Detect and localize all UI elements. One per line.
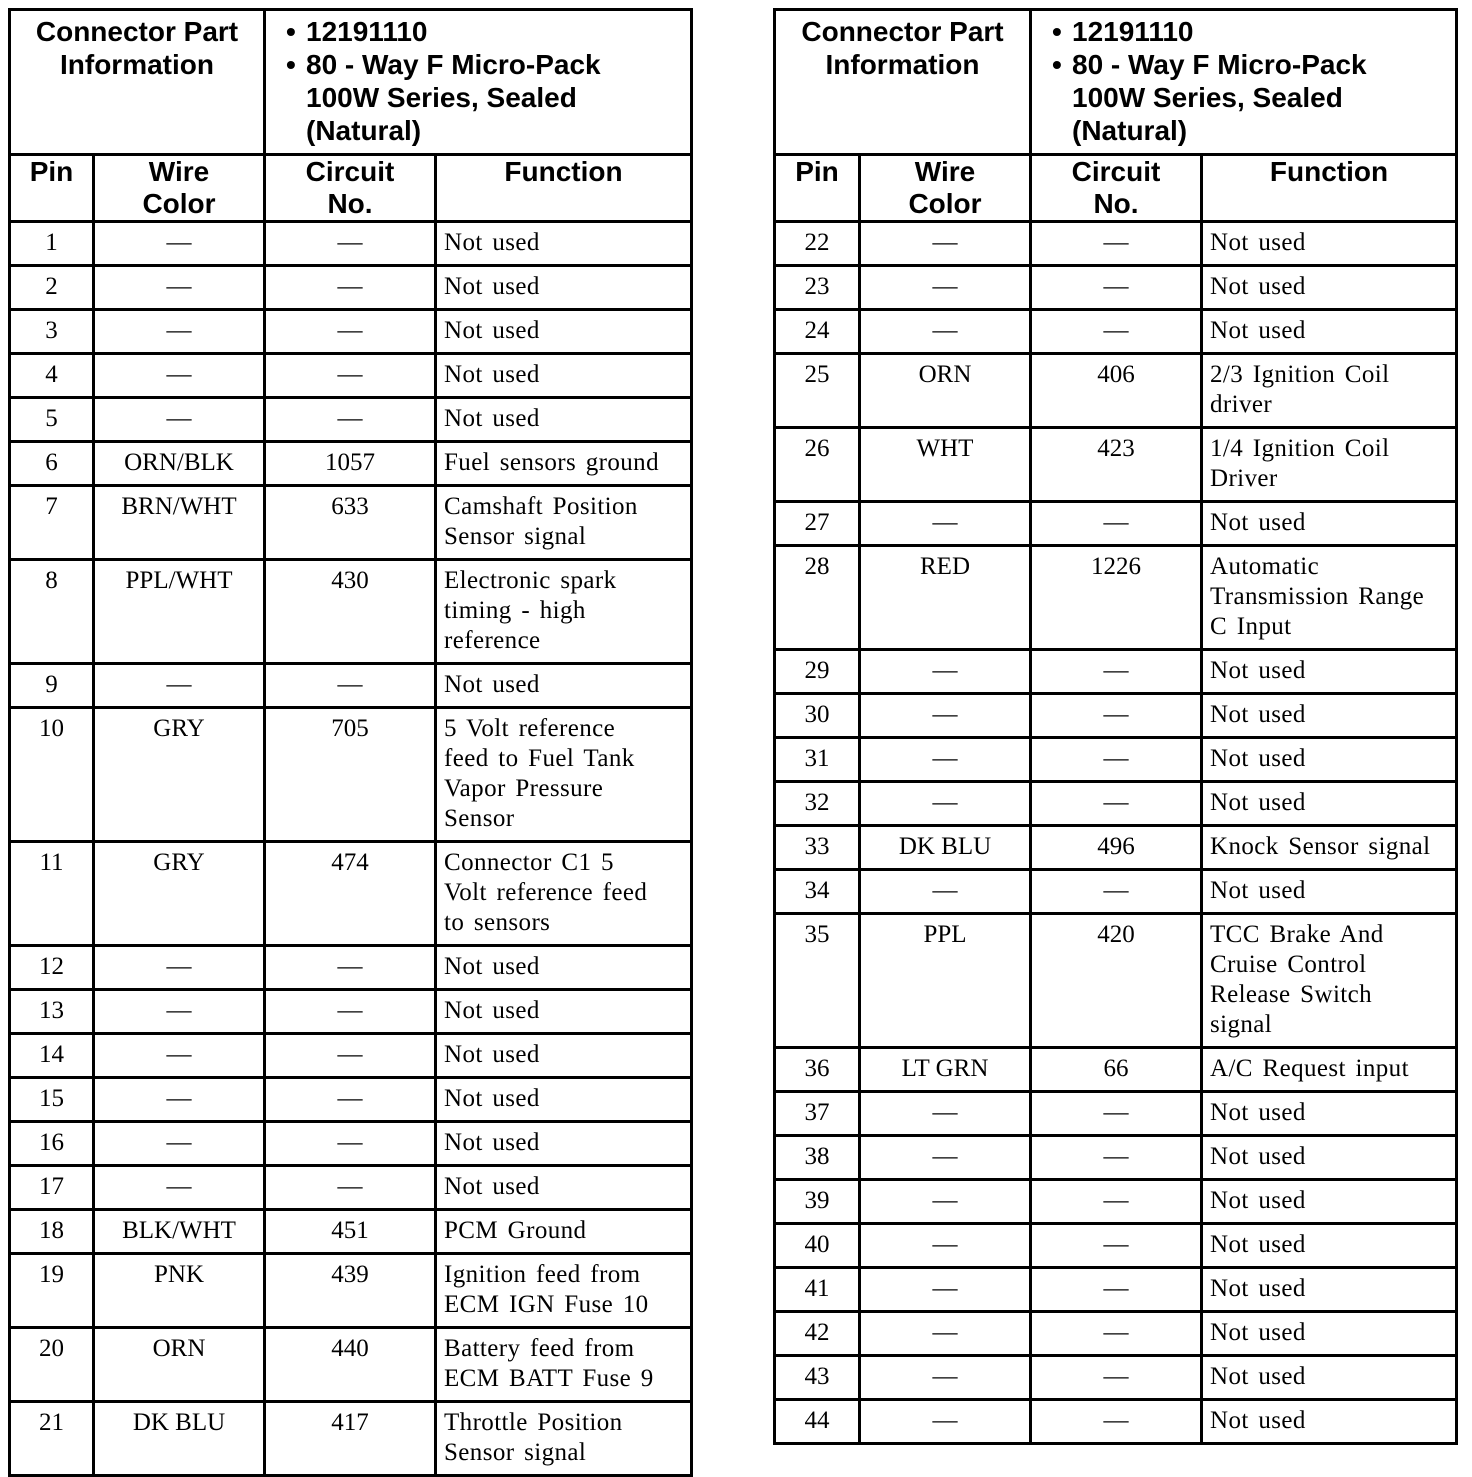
col-label: Pin (795, 156, 839, 187)
circuit-cell: — (265, 354, 436, 398)
wire-color-cell: RED (860, 546, 1031, 650)
pin-cell: 31 (775, 738, 860, 782)
label-line: Information (60, 49, 214, 80)
pin-cell: 16 (10, 1122, 94, 1166)
circuit-cell: — (1031, 222, 1202, 266)
part-desc-line: (Natural) (306, 115, 422, 146)
pin-row (775, 502, 1457, 546)
pin-cell: 8 (10, 560, 94, 664)
function-cell: Not used (436, 1034, 692, 1078)
wire-color-cell: BLK/WHT (94, 1210, 265, 1254)
pin-row (775, 870, 1457, 914)
pin-row (775, 1180, 1457, 1224)
pin-row (775, 428, 1457, 502)
pin-row (775, 1092, 1457, 1136)
connector-part-label (10, 10, 265, 155)
circuit-cell: — (265, 398, 436, 442)
pin-row (10, 1254, 692, 1328)
pin-cell: 10 (10, 708, 94, 842)
pin-cell: 23 (775, 266, 860, 310)
circuit-cell: — (265, 1034, 436, 1078)
col-wire-color (94, 155, 265, 222)
pin-row (10, 1078, 692, 1122)
part-number: • 12191110 (306, 15, 684, 48)
wire-color-cell: — (94, 664, 265, 708)
pin-cell: 14 (10, 1034, 94, 1078)
part-desc-line: • 80 - Way F Micro-Pack (1072, 48, 1449, 81)
pin-cell: 33 (775, 826, 860, 870)
col-label: Wire (148, 156, 210, 187)
connector-part-info (1031, 10, 1457, 155)
part-desc-line: • 80 - Way F Micro-Pack (306, 48, 684, 81)
wire-color-cell: — (860, 738, 1031, 782)
function-cell: Not used (436, 1078, 692, 1122)
circuit-cell: — (1031, 782, 1202, 826)
function-cell: Not used (1202, 694, 1457, 738)
pin-cell: 5 (10, 398, 94, 442)
function-cell: Not used (1202, 782, 1457, 826)
function-cell: Not used (1202, 650, 1457, 694)
circuit-cell: 474 (265, 842, 436, 946)
circuit-cell: — (265, 310, 436, 354)
pin-row (10, 1166, 692, 1210)
pin-row (10, 1034, 692, 1078)
wire-color-cell: — (94, 222, 265, 266)
circuit-cell: 423 (1031, 428, 1202, 502)
circuit-cell: — (1031, 1092, 1202, 1136)
col-label: Function (504, 156, 623, 187)
wire-color-cell: — (860, 650, 1031, 694)
wire-color-cell: — (860, 1312, 1031, 1356)
pin-row (10, 310, 692, 354)
circuit-cell: — (1031, 310, 1202, 354)
pin-cell: 1 (10, 222, 94, 266)
wire-color-cell: — (860, 1400, 1031, 1444)
wire-color-cell: — (94, 354, 265, 398)
part-desc-line: (Natural) (1072, 115, 1188, 146)
column-header-row (10, 155, 692, 222)
wire-color-cell: — (94, 310, 265, 354)
pin-row (10, 442, 692, 486)
function-cell: Not used (1202, 870, 1457, 914)
pin-cell: 11 (10, 842, 94, 946)
col-label: No. (327, 188, 373, 219)
circuit-cell: 705 (265, 708, 436, 842)
pin-row (10, 1122, 692, 1166)
connector-header-row (775, 10, 1457, 155)
pin-row (775, 738, 1457, 782)
wire-color-cell: LT GRN (860, 1048, 1031, 1092)
wire-color-cell: DK BLU (860, 826, 1031, 870)
col-function (1202, 155, 1457, 222)
function-cell: 1/4 Ignition Coil Driver (1202, 428, 1457, 502)
function-cell: Electronic spark timing - high reference (436, 560, 692, 664)
circuit-cell: — (1031, 870, 1202, 914)
function-cell: Not used (1202, 1180, 1457, 1224)
function-cell: Not used (1202, 1400, 1457, 1444)
pin-row (775, 222, 1457, 266)
circuit-cell: — (265, 1078, 436, 1122)
wire-color-cell: — (860, 1356, 1031, 1400)
connector-part-label (775, 10, 1031, 155)
pin-cell: 12 (10, 946, 94, 990)
pin-cell: 38 (775, 1136, 860, 1180)
function-cell: A/C Request input (1202, 1048, 1457, 1092)
col-label: Function (1269, 156, 1389, 187)
function-cell: Not used (1202, 1224, 1457, 1268)
pin-row (775, 266, 1457, 310)
pin-row (10, 842, 692, 946)
pin-row (775, 914, 1457, 1048)
pin-row (775, 1356, 1457, 1400)
circuit-cell: — (1031, 1224, 1202, 1268)
pin-cell: 43 (775, 1356, 860, 1400)
col-label: No. (1093, 188, 1139, 219)
col-pin (775, 155, 860, 222)
circuit-cell: 66 (1031, 1048, 1202, 1092)
function-cell: Not used (436, 1122, 692, 1166)
pin-cell: 24 (775, 310, 860, 354)
part-desc-line: 100W Series, Sealed (306, 82, 577, 113)
pin-cell: 37 (775, 1092, 860, 1136)
pin-cell: 18 (10, 1210, 94, 1254)
pin-row (10, 486, 692, 560)
circuit-cell: 1057 (265, 442, 436, 486)
function-cell: Knock Sensor signal (1202, 826, 1457, 870)
part-number: • 12191110 (1072, 15, 1449, 48)
wire-color-cell: — (860, 310, 1031, 354)
connector-part-info (265, 10, 692, 155)
pin-row (10, 1402, 692, 1476)
function-cell: Not used (1202, 1092, 1457, 1136)
circuit-cell: 420 (1031, 914, 1202, 1048)
wire-color-cell: — (94, 1034, 265, 1078)
wire-color-cell: — (860, 782, 1031, 826)
circuit-cell: — (265, 222, 436, 266)
pin-row (775, 1048, 1457, 1092)
wire-color-cell: PPL (860, 914, 1031, 1048)
function-cell: Not used (436, 266, 692, 310)
col-pin (10, 155, 94, 222)
connector-header-row (10, 10, 692, 155)
pin-cell: 36 (775, 1048, 860, 1092)
pin-cell: 30 (775, 694, 860, 738)
wire-color-cell: — (860, 222, 1031, 266)
circuit-cell: 439 (265, 1254, 436, 1328)
col-wire-color (860, 155, 1031, 222)
circuit-cell: 451 (265, 1210, 436, 1254)
function-cell: Not used (1202, 1356, 1457, 1400)
part-desc-line: 100W Series, Sealed (1072, 82, 1343, 113)
wire-color-cell: ORN (94, 1328, 265, 1402)
circuit-cell: — (1031, 1268, 1202, 1312)
col-label: Color (142, 188, 216, 219)
function-cell: Automatic Transmission Range C Input (1202, 546, 1457, 650)
circuit-cell: 440 (265, 1328, 436, 1402)
function-cell: Not used (436, 222, 692, 266)
wire-color-cell: — (860, 502, 1031, 546)
pin-cell: 44 (775, 1400, 860, 1444)
pin-row (10, 946, 692, 990)
circuit-cell: — (265, 1122, 436, 1166)
pin-row (775, 1224, 1457, 1268)
pin-row (775, 1268, 1457, 1312)
pin-row (775, 310, 1457, 354)
pin-row (10, 354, 692, 398)
wire-color-cell: WHT (860, 428, 1031, 502)
pin-cell: 15 (10, 1078, 94, 1122)
pin-cell: 20 (10, 1328, 94, 1402)
col-label: Pin (29, 156, 74, 187)
function-cell: Battery feed from ECM BATT Fuse 9 (436, 1328, 692, 1402)
wire-color-cell: — (860, 1092, 1031, 1136)
function-cell: Not used (436, 990, 692, 1034)
function-cell: 5 Volt reference feed to Fuel Tank Vapor Pressure Sensor (436, 708, 692, 842)
function-cell: Not used (1202, 1312, 1457, 1356)
pin-row (775, 1312, 1457, 1356)
wire-color-cell: — (94, 1166, 265, 1210)
pin-row (10, 664, 692, 708)
function-cell: Not used (1202, 1136, 1457, 1180)
function-cell: Not used (1202, 266, 1457, 310)
circuit-cell: — (1031, 1400, 1202, 1444)
col-label: Circuit (305, 156, 395, 187)
function-cell: Ignition feed from ECM IGN Fuse 10 (436, 1254, 692, 1328)
pin-cell: 6 (10, 442, 94, 486)
function-cell: 2/3 Ignition Coil driver (1202, 354, 1457, 428)
wire-color-cell: PNK (94, 1254, 265, 1328)
pin-row (10, 560, 692, 664)
pin-row (775, 1400, 1457, 1444)
connector-table-left (8, 8, 693, 1477)
col-label: Wire (914, 156, 976, 187)
pin-row (10, 990, 692, 1034)
pin-row (775, 694, 1457, 738)
circuit-cell: — (265, 664, 436, 708)
col-label: Circuit (1071, 156, 1161, 187)
col-circuit-no (265, 155, 436, 222)
pin-row (775, 826, 1457, 870)
pin-cell: 17 (10, 1166, 94, 1210)
pin-cell: 2 (10, 266, 94, 310)
label-line: Connector Part (35, 16, 239, 47)
pin-cell: 19 (10, 1254, 94, 1328)
circuit-cell: 406 (1031, 354, 1202, 428)
wire-color-cell: GRY (94, 708, 265, 842)
wire-color-cell: — (860, 870, 1031, 914)
pin-cell: 4 (10, 354, 94, 398)
wire-color-cell: — (94, 266, 265, 310)
circuit-cell: — (265, 946, 436, 990)
pin-row (775, 782, 1457, 826)
circuit-cell: — (1031, 502, 1202, 546)
circuit-cell: 633 (265, 486, 436, 560)
label-line: Information (825, 49, 980, 80)
wire-color-cell: DK BLU (94, 1402, 265, 1476)
function-cell: Fuel sensors ground (436, 442, 692, 486)
function-cell: Not used (436, 664, 692, 708)
pin-row (10, 398, 692, 442)
function-cell: TCC Brake And Cruise Control Release Switch signal (1202, 914, 1457, 1048)
circuit-cell: — (1031, 1356, 1202, 1400)
function-cell: PCM Ground (436, 1210, 692, 1254)
function-cell: Connector C1 5 Volt reference feed to sensors (436, 842, 692, 946)
pin-cell: 32 (775, 782, 860, 826)
wire-color-cell: ORN (860, 354, 1031, 428)
function-cell: Not used (436, 1166, 692, 1210)
pin-row (775, 1136, 1457, 1180)
wire-color-cell: — (860, 694, 1031, 738)
wire-color-cell: — (94, 1122, 265, 1166)
pin-row (10, 1210, 692, 1254)
circuit-cell: — (1031, 738, 1202, 782)
function-cell: Not used (1202, 738, 1457, 782)
function-cell: Not used (436, 398, 692, 442)
pin-cell: 27 (775, 502, 860, 546)
pin-cell: 9 (10, 664, 94, 708)
circuit-cell: — (265, 266, 436, 310)
function-cell: Not used (1202, 310, 1457, 354)
circuit-cell: — (265, 1166, 436, 1210)
function-cell: Not used (436, 354, 692, 398)
circuit-cell: 496 (1031, 826, 1202, 870)
function-cell: Camshaft Position Sensor signal (436, 486, 692, 560)
pin-row (775, 546, 1457, 650)
function-cell: Not used (1202, 222, 1457, 266)
connector-table-right (773, 8, 1458, 1445)
pin-cell: 42 (775, 1312, 860, 1356)
pin-cell: 28 (775, 546, 860, 650)
pin-cell: 34 (775, 870, 860, 914)
function-cell: Not used (436, 310, 692, 354)
pin-cell: 40 (775, 1224, 860, 1268)
wire-color-cell: ORN/BLK (94, 442, 265, 486)
pin-row (10, 708, 692, 842)
wire-color-cell: — (94, 1078, 265, 1122)
circuit-cell: — (1031, 650, 1202, 694)
pin-row (775, 650, 1457, 694)
col-label: Color (908, 188, 982, 219)
wire-color-cell: — (94, 398, 265, 442)
wire-color-cell: PPL/WHT (94, 560, 265, 664)
wire-color-cell: — (94, 990, 265, 1034)
col-circuit-no (1031, 155, 1202, 222)
wire-color-cell: GRY (94, 842, 265, 946)
wire-color-cell: — (860, 1268, 1031, 1312)
wire-color-cell: — (860, 266, 1031, 310)
col-function (436, 155, 692, 222)
circuit-cell: 1226 (1031, 546, 1202, 650)
wire-color-cell: — (860, 1224, 1031, 1268)
function-cell: Not used (1202, 502, 1457, 546)
pin-cell: 22 (775, 222, 860, 266)
function-cell: Throttle Position Sensor signal (436, 1402, 692, 1476)
pin-cell: 7 (10, 486, 94, 560)
pin-cell: 35 (775, 914, 860, 1048)
circuit-cell: 417 (265, 1402, 436, 1476)
wire-color-cell: BRN/WHT (94, 486, 265, 560)
pin-row (10, 1328, 692, 1402)
pin-row (10, 222, 692, 266)
pin-cell: 39 (775, 1180, 860, 1224)
pin-cell: 41 (775, 1268, 860, 1312)
pin-cell: 3 (10, 310, 94, 354)
column-header-row (775, 155, 1457, 222)
wire-color-cell: — (860, 1180, 1031, 1224)
pin-row (10, 266, 692, 310)
function-cell: Not used (436, 946, 692, 990)
circuit-cell: — (265, 990, 436, 1034)
circuit-cell: — (1031, 266, 1202, 310)
pin-cell: 26 (775, 428, 860, 502)
circuit-cell: — (1031, 1136, 1202, 1180)
label-line: Connector Part (801, 16, 1004, 47)
wire-color-cell: — (94, 946, 265, 990)
pin-cell: 21 (10, 1402, 94, 1476)
pin-cell: 25 (775, 354, 860, 428)
wire-color-cell: — (860, 1136, 1031, 1180)
circuit-cell: 430 (265, 560, 436, 664)
pin-row (775, 354, 1457, 428)
function-cell: Not used (1202, 1268, 1457, 1312)
circuit-cell: — (1031, 1312, 1202, 1356)
circuit-cell: — (1031, 694, 1202, 738)
pin-cell: 29 (775, 650, 860, 694)
circuit-cell: — (1031, 1180, 1202, 1224)
pin-cell: 13 (10, 990, 94, 1034)
